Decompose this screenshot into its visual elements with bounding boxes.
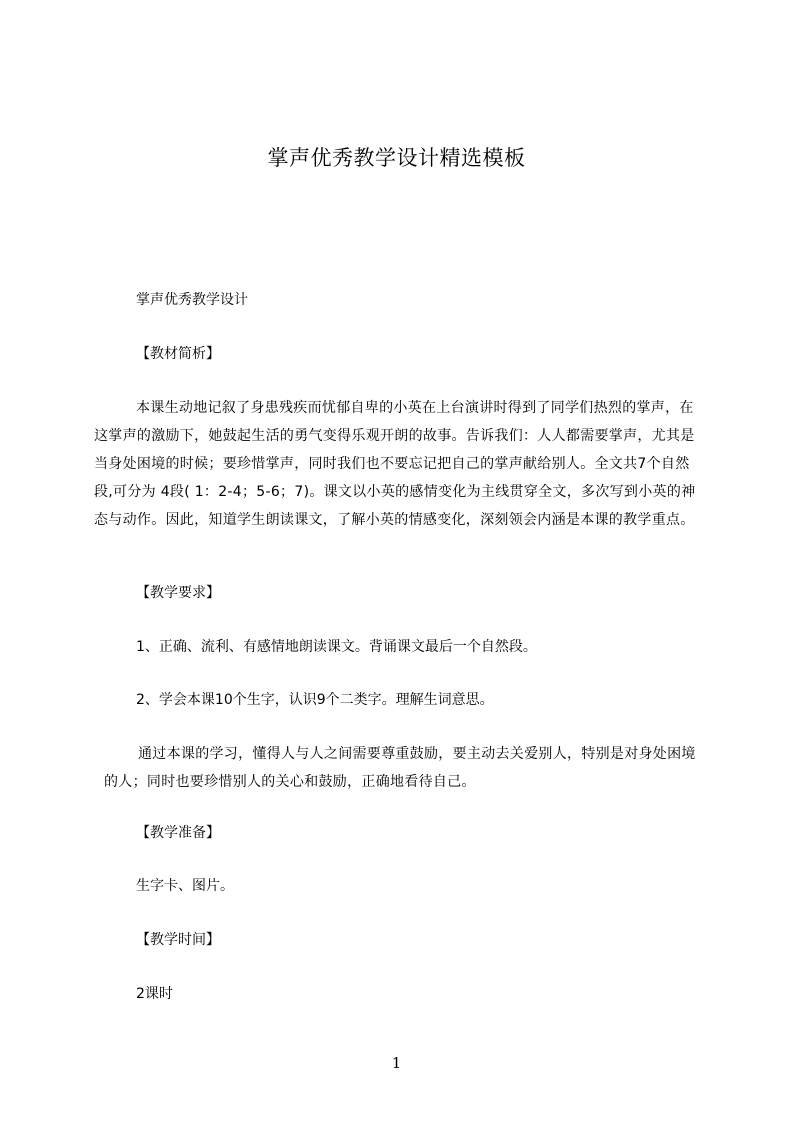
requirement-item-2: 2、学会本课10个生字，认识9个二类字。理解生词意思。 (136, 692, 494, 708)
requirement-item-1: 1、正确、流利、有感情地朗读课文。背诵课文最后一个自然段。 (136, 639, 537, 655)
document-subtitle: 掌声优秀教学设计 (136, 292, 248, 308)
preparation-text: 生字卡、图片。 (136, 878, 234, 894)
analysis-paragraph: 本课生动地记叙了身患残疾而忧郁自卑的小英在上台演讲时得到了同学们热烈的掌声，在这掌声的激励下，她鼓起生活的勇气变得乐观开朗的故事。告诉我们：人人都需要掌声，尤其是当身处困境的时候；要珍惜掌声，同时我们也不要忘记把自己的掌声献给别人。全文共7个自然段,可分为 4段( 1：2-4；5-6；7)。课文以小英的感情变化为主线贯穿全文，多次写到小英的神态与动作。因此，知道学生朗读课文，了解小英的情感变化，深刻领会内涵是本课的教学重点。 (94, 400, 696, 528)
requirements-heading: 【教学要求】 (136, 585, 220, 601)
page-number: 1 (391, 1054, 402, 1072)
time-text: 2课时 (136, 986, 173, 1002)
requirement-item-3: 通过本课的学习，懂得人与人之间需要尊重鼓励，要主动去关爱别人，特别是对身处困境的人；同时也要珍惜别人的关心和鼓励，正确地看待自己。 (104, 746, 696, 790)
analysis-heading: 【教材简析】 (136, 346, 220, 362)
document-title: 掌声优秀教学设计精选模板 (267, 146, 526, 170)
time-heading: 【教学时间】 (136, 932, 220, 948)
preparation-heading: 【教学准备】 (136, 825, 220, 841)
